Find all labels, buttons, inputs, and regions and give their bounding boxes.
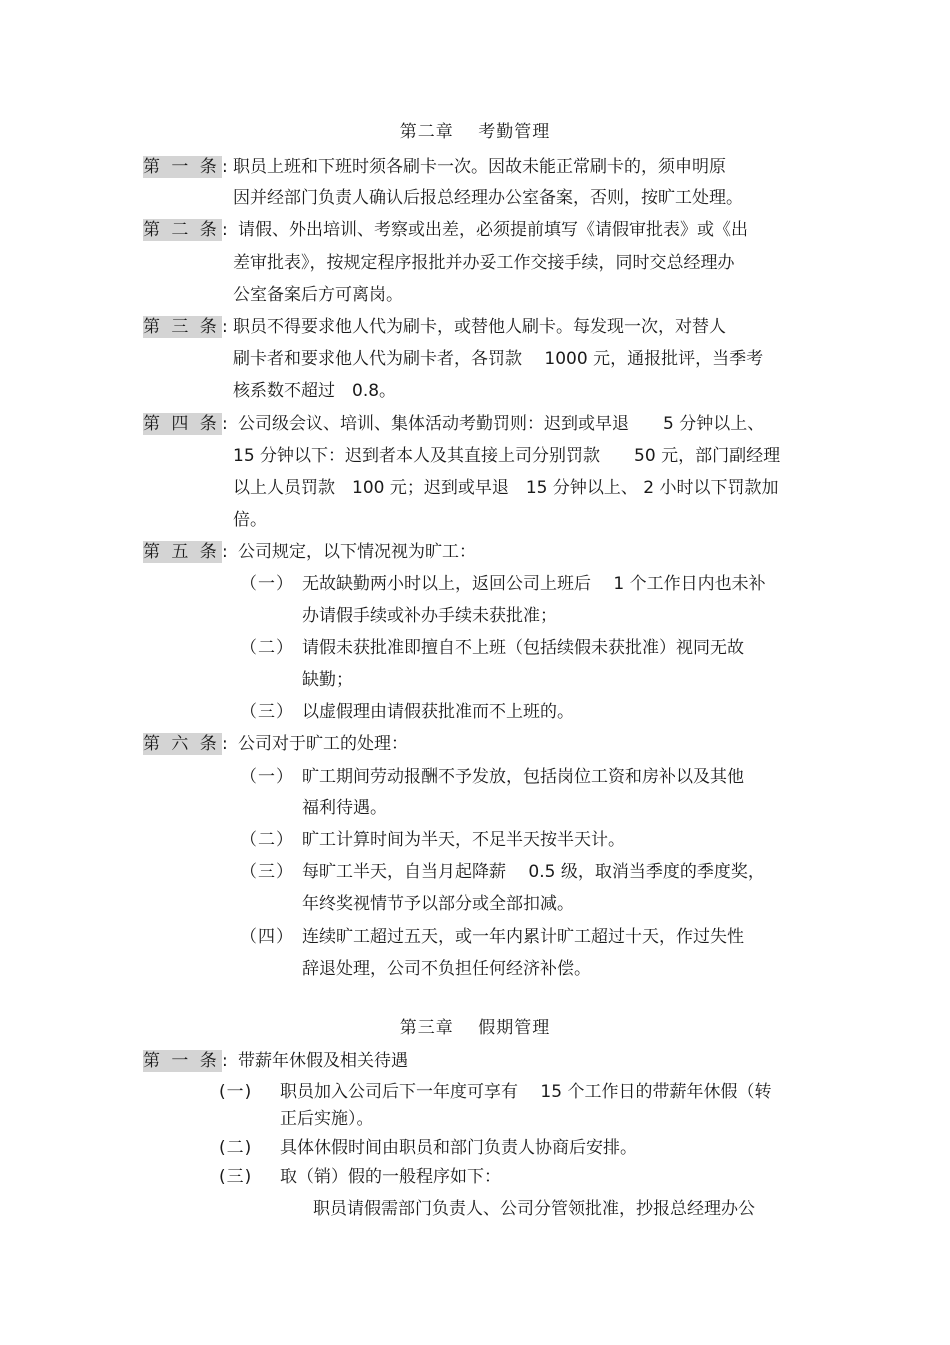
item-text-line: 旷工期间劳动报酬不予发放，包括岗位工资和房补以及其他 [302, 767, 744, 787]
item-number: （四） [240, 927, 294, 947]
article-text-line: 公司对于旷工的处理： [238, 734, 408, 754]
article-colon: : [222, 542, 228, 562]
article-colon: : [222, 734, 228, 754]
article-text-line: 公司规定，以下情况视为旷工： [238, 542, 476, 562]
item-number: (一) [219, 1082, 253, 1102]
item-text-line: 请假未获批准即擅自不上班（包括续假未获批准）视同无故 [302, 638, 744, 658]
article-label: 第 二 条 [143, 219, 222, 241]
article-text-line: 倍。 [233, 510, 267, 530]
article-text-line: 带薪年休假及相关待遇 [238, 1051, 408, 1071]
chapter-title: 第三章 假期管理 [399, 1018, 551, 1038]
item-number: （三） [240, 862, 294, 882]
article-text-line: 刷卡者和要求他人代为刷卡者，各罚款 1000 元，通报批评，当季考 [233, 349, 764, 369]
article-label: 第 一 条 [143, 1050, 222, 1072]
article-colon: : [222, 157, 228, 177]
item-text-line: 辞退处理，公司不负担任何经济补偿。 [302, 959, 591, 979]
item-text-line: 连续旷工超过五天，或一年内累计旷工超过十天，作过失性 [302, 927, 744, 947]
article-label: 第 五 条 [143, 541, 222, 563]
article-text-line: 以上人员罚款 100 元；迟到或早退 15 分钟以上、 2 小时以下罚款加 [233, 478, 779, 498]
item-text-line: 取（销）假的一般程序如下： [280, 1167, 501, 1187]
chapter-title: 第二章 考勤管理 [399, 122, 551, 142]
article-label: 第 四 条 [143, 413, 222, 435]
item-number: (三) [219, 1167, 253, 1187]
item-text-line: 正后实施）。 [280, 1109, 374, 1129]
item-text-line: 具体休假时间由职员和部门负责人协商后安排。 [280, 1138, 637, 1158]
item-number: (二) [219, 1138, 253, 1158]
article-colon: : [222, 414, 228, 434]
article-text-line: 15 分钟以下：迟到者本人及其直接上司分别罚款 50 元，部门副经理 [233, 446, 781, 466]
article-colon: : [222, 1051, 228, 1071]
item-text-line: 年终奖视情节予以部分或全部扣减。 [302, 894, 574, 914]
article-label: 第 六 条 [143, 733, 222, 755]
item-number: （一） [240, 767, 294, 787]
item-text-line: 无故缺勤两小时以上，返回公司上班后 1 个工作日内也未补 [302, 574, 766, 594]
item-number: （二） [240, 830, 294, 850]
article-colon: : [222, 220, 228, 240]
item-text-line: 福利待遇。 [302, 798, 387, 818]
article-label: 第 三 条 [143, 316, 222, 338]
item-number: （一） [240, 574, 294, 594]
item-text-line: 办请假手续或补办手续未获批准； [302, 606, 557, 626]
article-text-line: 公司级会议、培训、集体活动考勤罚则：迟到或早退 5 分钟以上、 [238, 414, 765, 434]
article-text-line: 请假、外出培训、考察或出差，必须提前填写《请假审批表》或《出 [238, 220, 748, 240]
item-text-line: 职员加入公司后下一年度可享有 15 个工作日的带薪年休假（转 [280, 1082, 772, 1102]
article-text-line: 职员上班和下班时须各刷卡一次。因故未能正常刷卡的，须申明原 [233, 157, 726, 177]
item-number: （二） [240, 638, 294, 658]
item-text-line: 缺勤； [302, 670, 353, 690]
article-text-line: 差审批表》，按规定程序报批并办妥工作交接手续，同时交总经理办 [233, 253, 735, 273]
item-number: （三） [240, 702, 294, 722]
article-text-line: 公室备案后方可离岗。 [233, 285, 403, 305]
article-label: 第 一 条 [143, 156, 222, 178]
item-text-line: 以虚假理由请假获批准而不上班的。 [302, 702, 574, 722]
item-text-line: 旷工计算时间为半天，不足半天按半天计。 [302, 830, 625, 850]
item-text-line: 每旷工半天，自当月起降薪 0.5 级，取消当季度的季度奖， [302, 862, 765, 882]
article-text-line: 核系数不超过 0.8。 [233, 381, 397, 401]
article-text-line: 职员不得要求他人代为刷卡，或替他人刷卡。每发现一次，对替人 [233, 317, 726, 337]
procedure-text-line: 职员请假需部门负责人、公司分管领批准，抄报总经理办公 [313, 1199, 755, 1219]
article-text-line: 因并经部门负责人确认后报总经理办公室备案，否则，按旷工处理。 [233, 188, 743, 208]
article-colon: : [222, 317, 228, 337]
